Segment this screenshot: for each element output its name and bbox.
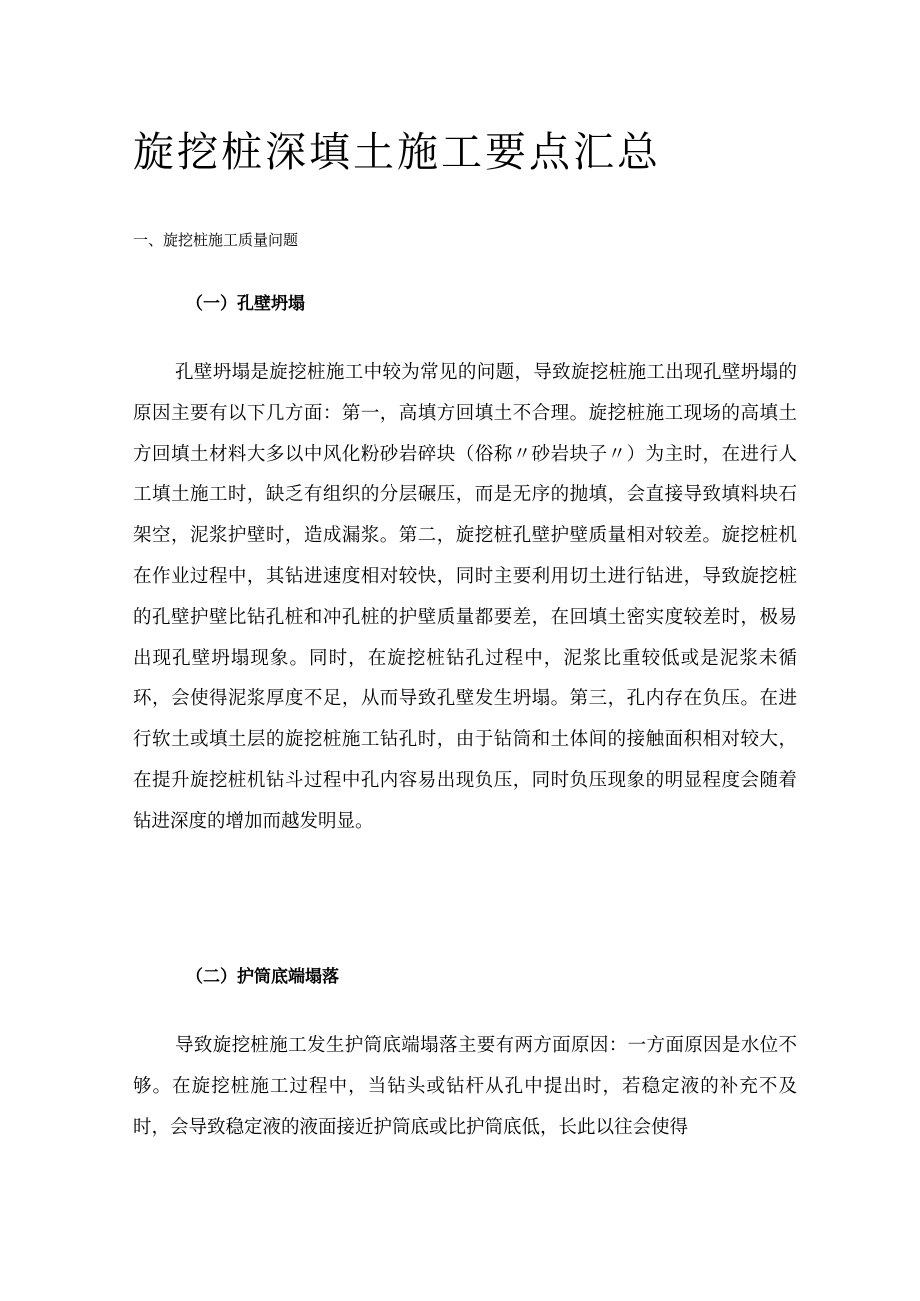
document-title: 旋挖桩深填土施工要点汇总 (133, 128, 661, 176)
subsection-heading-hole-wall-collapse: （一）孔壁坍塌 (186, 294, 305, 314)
subsection-heading-casing-bottom-collapse: （二）护筒底端塌落 (186, 967, 339, 987)
paragraph-casing-bottom-collapse: 导致旋挖桩施工发生护筒底端塌落主要有两方面原因：一方面原因是水位不够。在旋挖桩施工过程中，当钻头或钻杆从孔中提出时，若稳定液的补充不及时，会导致稳定液的液面接近护筒底或比护筒底低，长此以往会使得 (133, 1035, 797, 1138)
paragraph-hole-wall-collapse: 孔壁坍塌是旋挖桩施工中较为常见的问题，导致旋挖桩施工出现孔壁坍塌的原因主要有以下几方面：第一，高填方回填土不合理。旋挖桩施工现场的高填土方回填土材料大多以中风化粉砂岩碎块（俗称〃砂岩块子〃）为主时，在进行人工填土施工时，缺乏有组织的分层碾压，而是无序的抛填，会直接导致填料块石架空，泥浆护壁时，造成漏浆。第二，旋挖桩孔壁护壁质量相对较差。旋挖桩机在作业过程中，其钻进速度相对较快，同时主要利用切土进行钻进，导致旋挖桩的孔壁护壁比钻孔桩和冲孔桩的护壁质量都要差，在回填土密实度较差时，极易出现孔壁坍塌现象。同时，在旋挖桩钻孔过程中，泥浆比重较低或是泥浆未循环，会使得泥浆厚度不足，从而导致孔壁发生坍塌。第三，孔内存在负压。在进行软土或填土层的旋挖桩施工钻孔时，由于钻筒和土体间的接触面积相对较大，在提升旋挖桩机钻斗过程中孔内容易出现负压，同时负压现象的明显程度会随着钻进深度的增加而越发明显。 (133, 362, 797, 832)
section-heading: 一、旋挖桩施工质量问题 (133, 231, 299, 249)
